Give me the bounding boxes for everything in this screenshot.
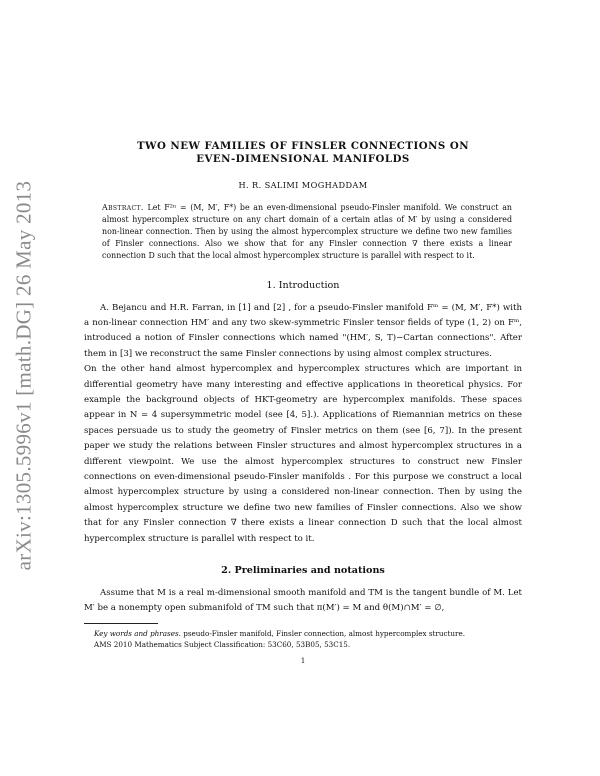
abstract xyxy=(102,202,512,262)
abstract-label: Abstract. xyxy=(102,203,144,212)
paper-title-line1: TWO NEW FAMILIES OF FINSLER CONNECTIONS ON xyxy=(136,140,470,152)
paper-page xyxy=(84,140,522,665)
preliminaries-paragraph: Assume that M is a real m-dimensional smooth manifold and TM is the tangent bundle of M. Let M′ be a nonempty open submanifold of TM such that π(M′) = M and θ(M)∩M′ = ∅, xyxy=(84,588,522,614)
intro-paragraph-2: On the other hand almost hypercomplex and hypercomplex structures which are important in differential geometry have many interesting and effective applications in theoretical physics. For example the background objects of HKT-geometry are hypercomplex manifolds. These spaces appear in N = 4 supersymmetric model (see [4, 5].). Applications of Riemannian metrics on these spaces persuade us to study the geometry of Finsler metrics on them (see [6, 7]). In the present paper we study the relations between Finsler structures and almost hypercomplex structures in a different viewpoint. We use the almost hypercomplex structures to construct new Finsler connections on even-dimensional pseudo-Finsler manifolds . For this purpose we construct a local almost hypercomplex structure by using a considered non-linear connection. Then by using the almost hypercomplex structure we define two new families of Finsler connections. Also we show that for any Finsler connection ∇ there exists a linear connection D such that the local almost hypercomplex structure is parallel with respect to it. xyxy=(84,364,522,544)
arxiv-stamp-text: arXiv:1305.5996v1 [math.DG] 26 May 2013 xyxy=(11,180,36,570)
abstract-text: Let F²ⁿ = (M, M′, F*) be an even-dimensional pseudo-Finsler manifold. We construct an almost hypercomplex structure on any chart domain of a certain atlas of M′ by using a considered non-linear connection. Then by using the almost hypercomplex structure we define two new families of Finsler connections. Also we show that for any Finsler connection ∇ there exists a linear connection D such that the local almost hypercomplex structure is parallel with respect to it. xyxy=(102,203,513,260)
keywords-text: pseudo-Finsler manifold, Finsler connection, almost hypercomplex structure. xyxy=(183,628,465,638)
footnote-keywords xyxy=(84,628,522,639)
paper-title-line2: EVEN-DIMENSIONAL MANIFOLDS xyxy=(196,153,410,165)
keywords-label: Key words and phrases. xyxy=(94,628,181,638)
footnote-divider xyxy=(84,623,158,624)
section-preliminaries-body xyxy=(84,586,522,617)
page-number: 1 xyxy=(300,656,306,666)
section-heading-preliminaries: 2. Preliminaries and notations xyxy=(221,565,385,577)
section-introduction-body xyxy=(84,301,522,548)
paper-author: H. R. SALIMI MOGHADDAM xyxy=(238,180,368,190)
intro-paragraph-1: A. Bejancu and H.R. Farran, in [1] and [2] , for a pseudo-Finsler manifold Fᵐ = (M, M′, F*) with a non-linear connection HM′ and any two skew-symmetric Finsler tensor fields of type (1, 2) on Fᵐ, introduced a notion of Finsler connections which named "(HM′, S, T)−Cartan connections". After them in [3] we reconstruct the same Finsler connections by using almost complex structures. xyxy=(84,302,522,359)
arxiv-stamp xyxy=(2,160,46,590)
section-heading-introduction: 1. Introduction xyxy=(266,279,340,291)
footnote-msc: AMS 2010 Mathematics Subject Classification: 53C60, 53B05, 53C15. xyxy=(94,640,351,650)
